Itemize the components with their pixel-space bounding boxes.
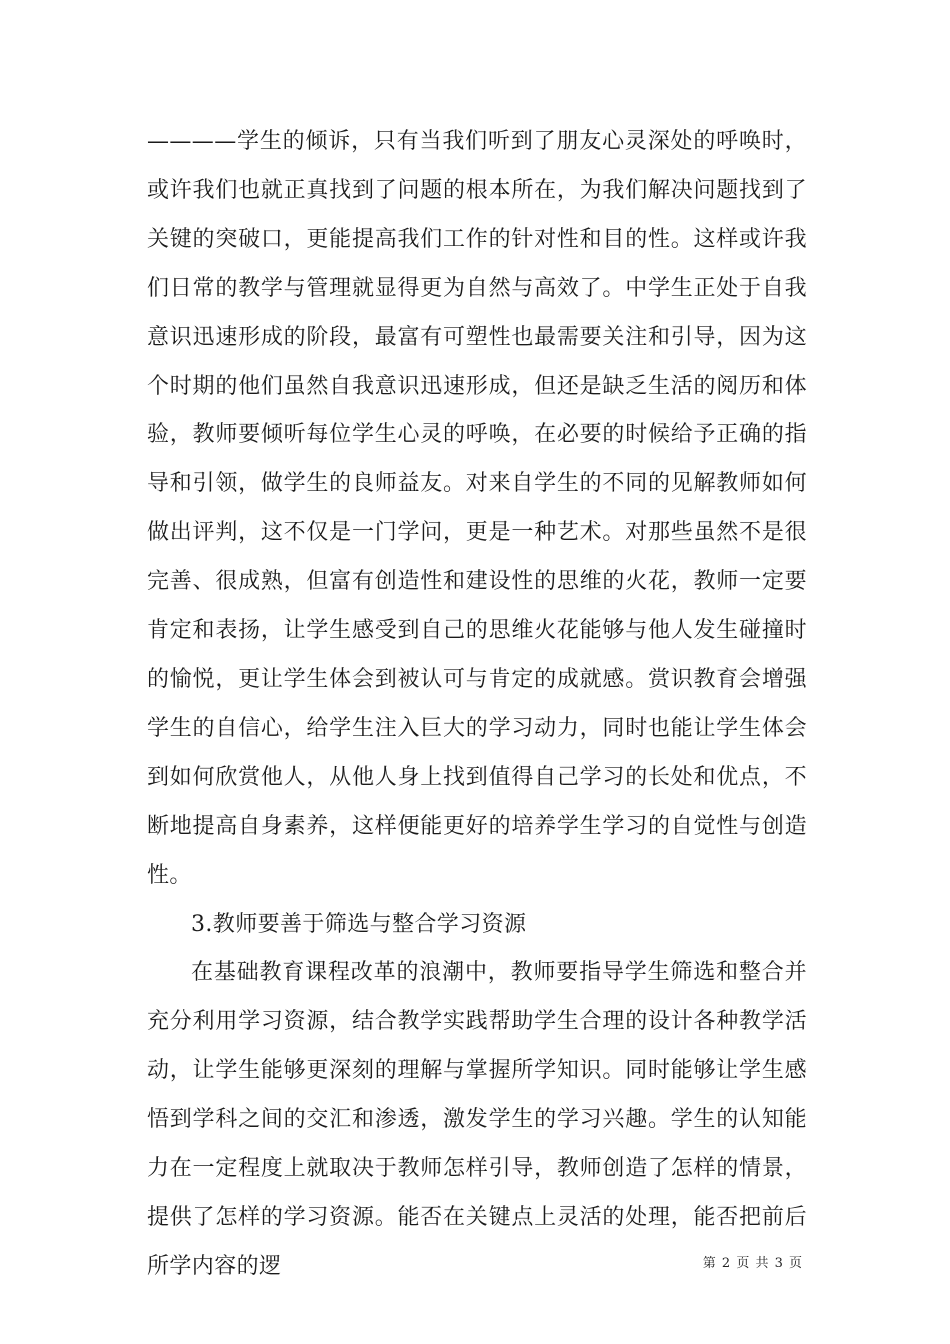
page-number-footer: 第 2 页 共 3 页 — [702, 1256, 803, 1271]
body-text — [147, 118, 807, 1292]
paragraph-resources: 在基础教育课程改革的浪潮中，教师要指导学生筛选和整合并充分利用学习资源，结合教学实践帮助学生合理的设计各种教学活动，让学生能够更深刻的理解与掌握所学知识。同时能够让学生感悟到学科之间的交汇和渗透，激发学生的学习兴趣。学生的认知能力在一定程度上就取决于教师怎样引导，教师创造了怎样的情景，提供了怎样的学习资源。能否在关键点上灵活的处理，能否把前后所学内容的逻 — [147, 960, 807, 1279]
section-heading-3: 3.教师要善于筛选与整合学习资源 — [191, 911, 527, 937]
paragraph-listening: ————学生的倾诉，只有当我们听到了朋友心灵深处的呼唤时，或许我们也就正真找到了问题的根本所在，为我们解决问题找到了关键的突破口，更能提高我们工作的针对性和目的性。这样或许我们日常的教学与管理就显得更为自然与高效了。中学生正处于自我意识迅速形成的阶段，最富有可塑性也最需要关注和引导，因为这个时期的他们虽然自我意识迅速形成，但还是缺乏生活的阅历和体验，教师要倾听每位学生心灵的呼唤，在必要的时候给予正确的指导和引领，做学生的良师益友。对来自学生的不同的见解教师如何做出评判，这不仅是一门学问，更是一种艺术。对那些虽然不是很完善、很成熟，但富有创造性和建设性的思维的火花，教师一定要肯定和表扬，让学生感受到自己的思维火花能够与他人发生碰撞时的愉悦，更让学生体会到被认可与肯定的成就感。赏识教育会增强学生的自信心，给学生注入巨大的学习动力，同时也能让学生体会到如何欣赏他人，从他人身上找到值得自己学习的长处和优点，不断地提高自身素养，这样便能更好的培养学生学习的自觉性与创造性。 — [147, 129, 807, 888]
